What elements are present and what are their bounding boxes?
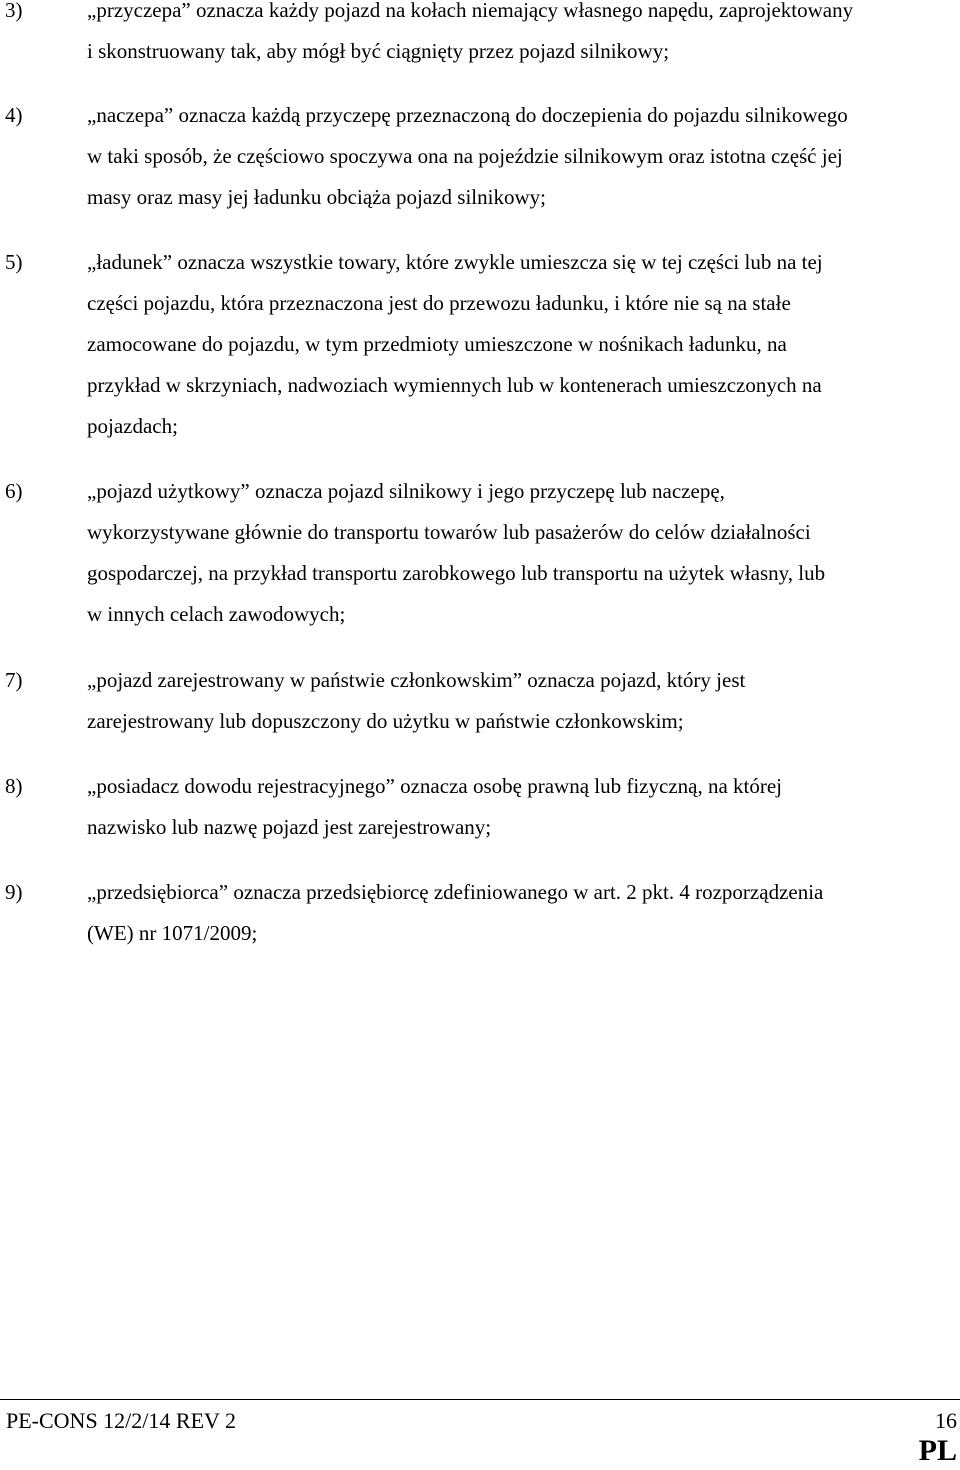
item-line: gospodarczej, na przykład transportu zarobkowego lub transportu na użytek własny, lub [87, 561, 826, 585]
item-line: masy oraz masy jej ładunku obciąża pojazd silnikowy; [87, 185, 546, 209]
item-line: „przyczepa” oznacza każdy pojazd na kołach niemający własnego napędu, zaprojektowany [87, 0, 854, 22]
footer-divider [0, 1399, 960, 1400]
item-line: nazwisko lub nazwę pojazd jest zarejestrowany; [87, 815, 492, 839]
footer-document-ref: PE-CONS 12/2/14 REV 2 [6, 1408, 237, 1433]
item-line: „ładunek” oznacza wszystkie towary, które zwykle umieszcza się w tej części lub na tej [87, 250, 823, 274]
item-text [87, 0, 955, 72]
item-text [87, 242, 955, 447]
item-text [87, 95, 955, 218]
item-line: przykład w skrzyniach, nadwoziach wymiennych lub w kontenerach umieszczonych na [87, 373, 822, 397]
item-text [87, 471, 955, 635]
item-number: 8) [5, 774, 23, 798]
item-text [87, 766, 955, 848]
item-line: w innych celach zawodowych; [87, 602, 346, 626]
item-number: 6) [5, 479, 23, 503]
item-line: „przedsiębiorca” oznacza przedsiębiorcę zdefiniowanego w art. 2 pkt. 4 rozporządzenia [87, 880, 824, 904]
footer-page-number: 16 [935, 1408, 957, 1433]
item-text [87, 872, 955, 954]
item-line: w taki sposób, że częściowo spoczywa ona na pojeździe silnikowym oraz istotna część jej [87, 144, 843, 168]
item-text [87, 660, 955, 742]
item-line: (WE) nr 1071/2009; [87, 921, 258, 945]
item-line: pojazdach; [87, 414, 178, 438]
item-line: „naczepa” oznacza każdą przyczepę przeznaczoną do doczepienia do pojazdu silnikowego [87, 103, 848, 127]
item-number: 7) [5, 668, 23, 692]
item-line: „pojazd zarejestrowany w państwie członkowskim” oznacza pojazd, który jest [87, 668, 746, 692]
item-line: „pojazd użytkowy” oznacza pojazd silnikowy i jego przyczepę lub naczepę, [87, 479, 725, 503]
item-line: zarejestrowany lub dopuszczony do użytku w państwie członkowskim; [87, 709, 684, 733]
item-line: zamocowane do pojazdu, w tym przedmioty umieszczone w nośnikach ładunku, na [87, 332, 787, 356]
item-line: „posiadacz dowodu rejestracyjnego” oznacza osobę prawną lub fizyczną, na której [87, 774, 783, 798]
footer-language-code: PL [918, 1434, 957, 1467]
item-line: i skonstruowany tak, aby mógł być ciągnięty przez pojazd silnikowy; [87, 39, 670, 63]
item-number: 5) [5, 250, 23, 274]
item-number: 3) [5, 0, 23, 22]
item-number: 9) [5, 880, 23, 904]
item-number: 4) [5, 103, 23, 127]
item-line: wykorzystywane głównie do transportu towarów lub pasażerów do celów działalności [87, 520, 811, 544]
item-line: części pojazdu, która przeznaczona jest do przewozu ładunku, i które nie są na stałe [87, 291, 791, 315]
